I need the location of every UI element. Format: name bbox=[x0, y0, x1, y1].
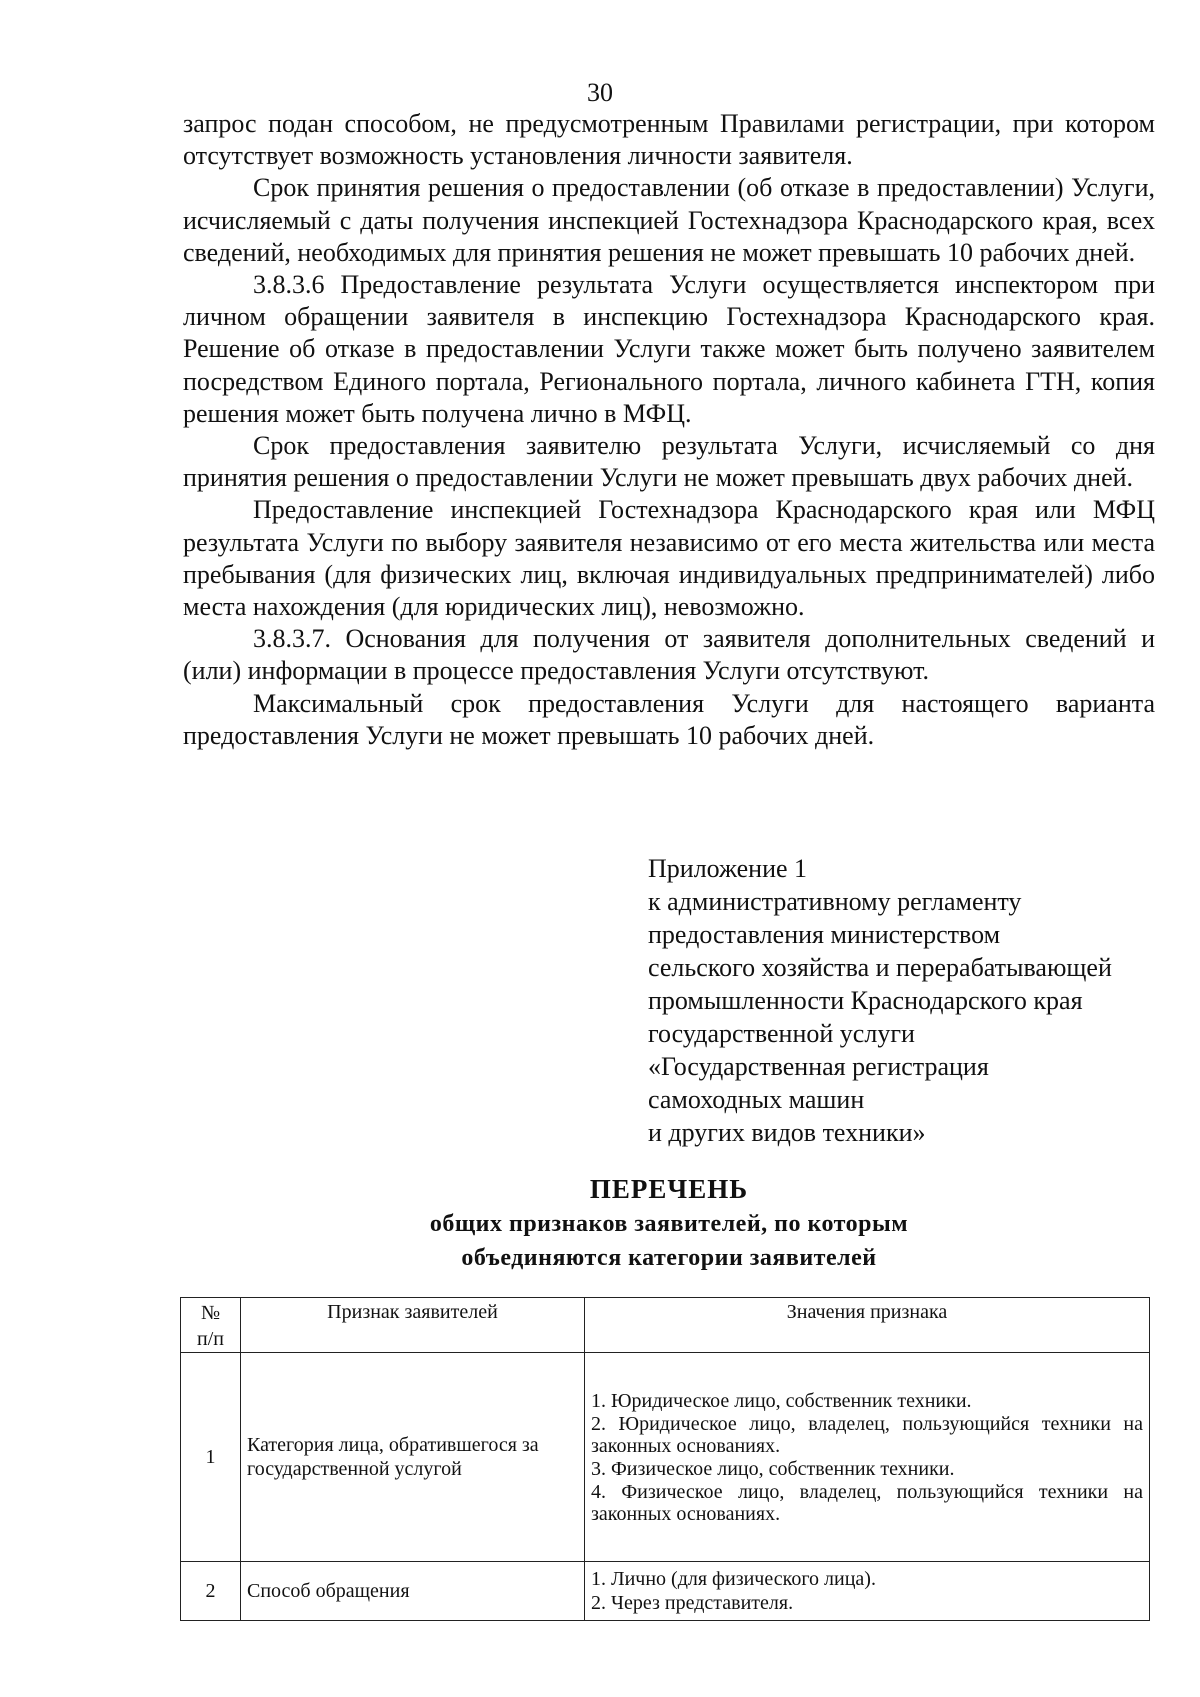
appendix-line: промышленности Краснодарского края bbox=[648, 986, 1083, 1015]
list-title-block bbox=[183, 1171, 1155, 1275]
column-header-attribute: Признак заявителей bbox=[241, 1298, 585, 1353]
appendix-line: и других видов техники» bbox=[648, 1118, 926, 1147]
row-values bbox=[585, 1562, 1150, 1621]
paragraph-7: Максимальный срок предоставления Услуги для настоящего варианта предоставления Услуги не может превышать 10 рабочих дней. bbox=[183, 688, 1155, 750]
paragraph-5: Предоставление инспекцией Гостехнадзора Краснодарского края или МФЦ результата Услуги по выбору заявителя независимо от его места жительства или места пребывания (для физических лиц, включая индивидуальных предпринимателей) либо места нахождения (для юридических лиц), невозможно. bbox=[183, 495, 1155, 622]
appendix-line: Приложение 1 bbox=[648, 854, 808, 883]
attribute-value: 3. Физическое лицо, собственник техники. bbox=[591, 1458, 955, 1480]
column-header-number bbox=[181, 1298, 241, 1353]
paragraph-3: 3.8.3.6 Предоставление результата Услуги осуществляется инспектором при личном обращении заявителя в инспекцию Гостехнадзора Краснодарского края. Решение об отказе в предоставлении Услуги также может быть получено заявителем посредством Единого портала, Регионального портала, личного кабинета ГТН, копия решения может быть получена лично в МФЦ. bbox=[183, 270, 1155, 428]
row-values bbox=[585, 1353, 1150, 1562]
applicant-criteria-table bbox=[180, 1297, 1150, 1621]
attribute-value: 1. Лично (для физического лица). bbox=[591, 1568, 876, 1590]
column-header-number-line-2: п/п bbox=[197, 1328, 224, 1350]
list-title: ПЕРЕЧЕНЬ bbox=[589, 1174, 749, 1204]
table-row bbox=[181, 1353, 1150, 1562]
paragraph-6: 3.8.3.7. Основания для получения от заявителя дополнительных сведений и (или) информации в процессе предоставления Услуги отсутствуют. bbox=[183, 624, 1155, 686]
appendix-line: предоставления министерством bbox=[648, 920, 1001, 949]
attribute-value: 2. Юридическое лицо, владелец, пользующийся техники на законных основаниях. bbox=[591, 1413, 1143, 1457]
appendix-line: самоходных машин bbox=[648, 1085, 865, 1114]
table-row bbox=[181, 1562, 1150, 1621]
page-number: 30 bbox=[587, 78, 613, 107]
appendix-line: сельского хозяйства и перерабатывающей bbox=[648, 953, 1112, 982]
paragraph-4: Срок предоставления заявителю результата Услуги, исчисляемый со дня принятия решения о предоставлении Услуги не может превышать двух рабочих дней. bbox=[183, 431, 1155, 493]
attribute-value: 1. Юридическое лицо, собственник техники. bbox=[591, 1390, 972, 1412]
row-attribute: Категория лица, обратившегося за государственной услугой bbox=[241, 1353, 585, 1562]
body-text bbox=[183, 108, 1155, 752]
attribute-value: 2. Через представителя. bbox=[591, 1592, 794, 1614]
row-number: 2 bbox=[181, 1562, 241, 1621]
column-header-values: Значения признака bbox=[585, 1298, 1150, 1353]
list-subtitle-line-2: объединяются категории заявителей bbox=[461, 1245, 877, 1271]
list-subtitle-line-1: общих признаков заявителей, по которым bbox=[429, 1211, 909, 1237]
row-number: 1 bbox=[181, 1353, 241, 1562]
column-header-number-line-1: № bbox=[200, 1302, 221, 1324]
appendix-line: к административному регламенту bbox=[648, 887, 1022, 916]
paragraph-2: Срок принятия решения о предоставлении (об отказе в предоставлении) Услуги, исчисляемый с даты получения инспекцией Гостехнадзора Краснодарского края, всех сведений, необходимых для принятия решения не может превышать 10 рабочих дней. bbox=[183, 173, 1155, 267]
appendix-block bbox=[648, 852, 1168, 1149]
table-header-row bbox=[181, 1298, 1150, 1353]
row-attribute: Способ обращения bbox=[241, 1562, 585, 1621]
appendix-line: «Государственная регистрация bbox=[648, 1052, 989, 1081]
attribute-value: 4. Физическое лицо, владелец, пользующийся техники на законных основаниях. bbox=[591, 1481, 1143, 1525]
appendix-line: государственной услуги bbox=[648, 1019, 915, 1048]
paragraph-1: запрос подан способом, не предусмотренным Правилами регистрации, при котором отсутствует возможность установления личности заявителя. bbox=[183, 109, 1155, 171]
